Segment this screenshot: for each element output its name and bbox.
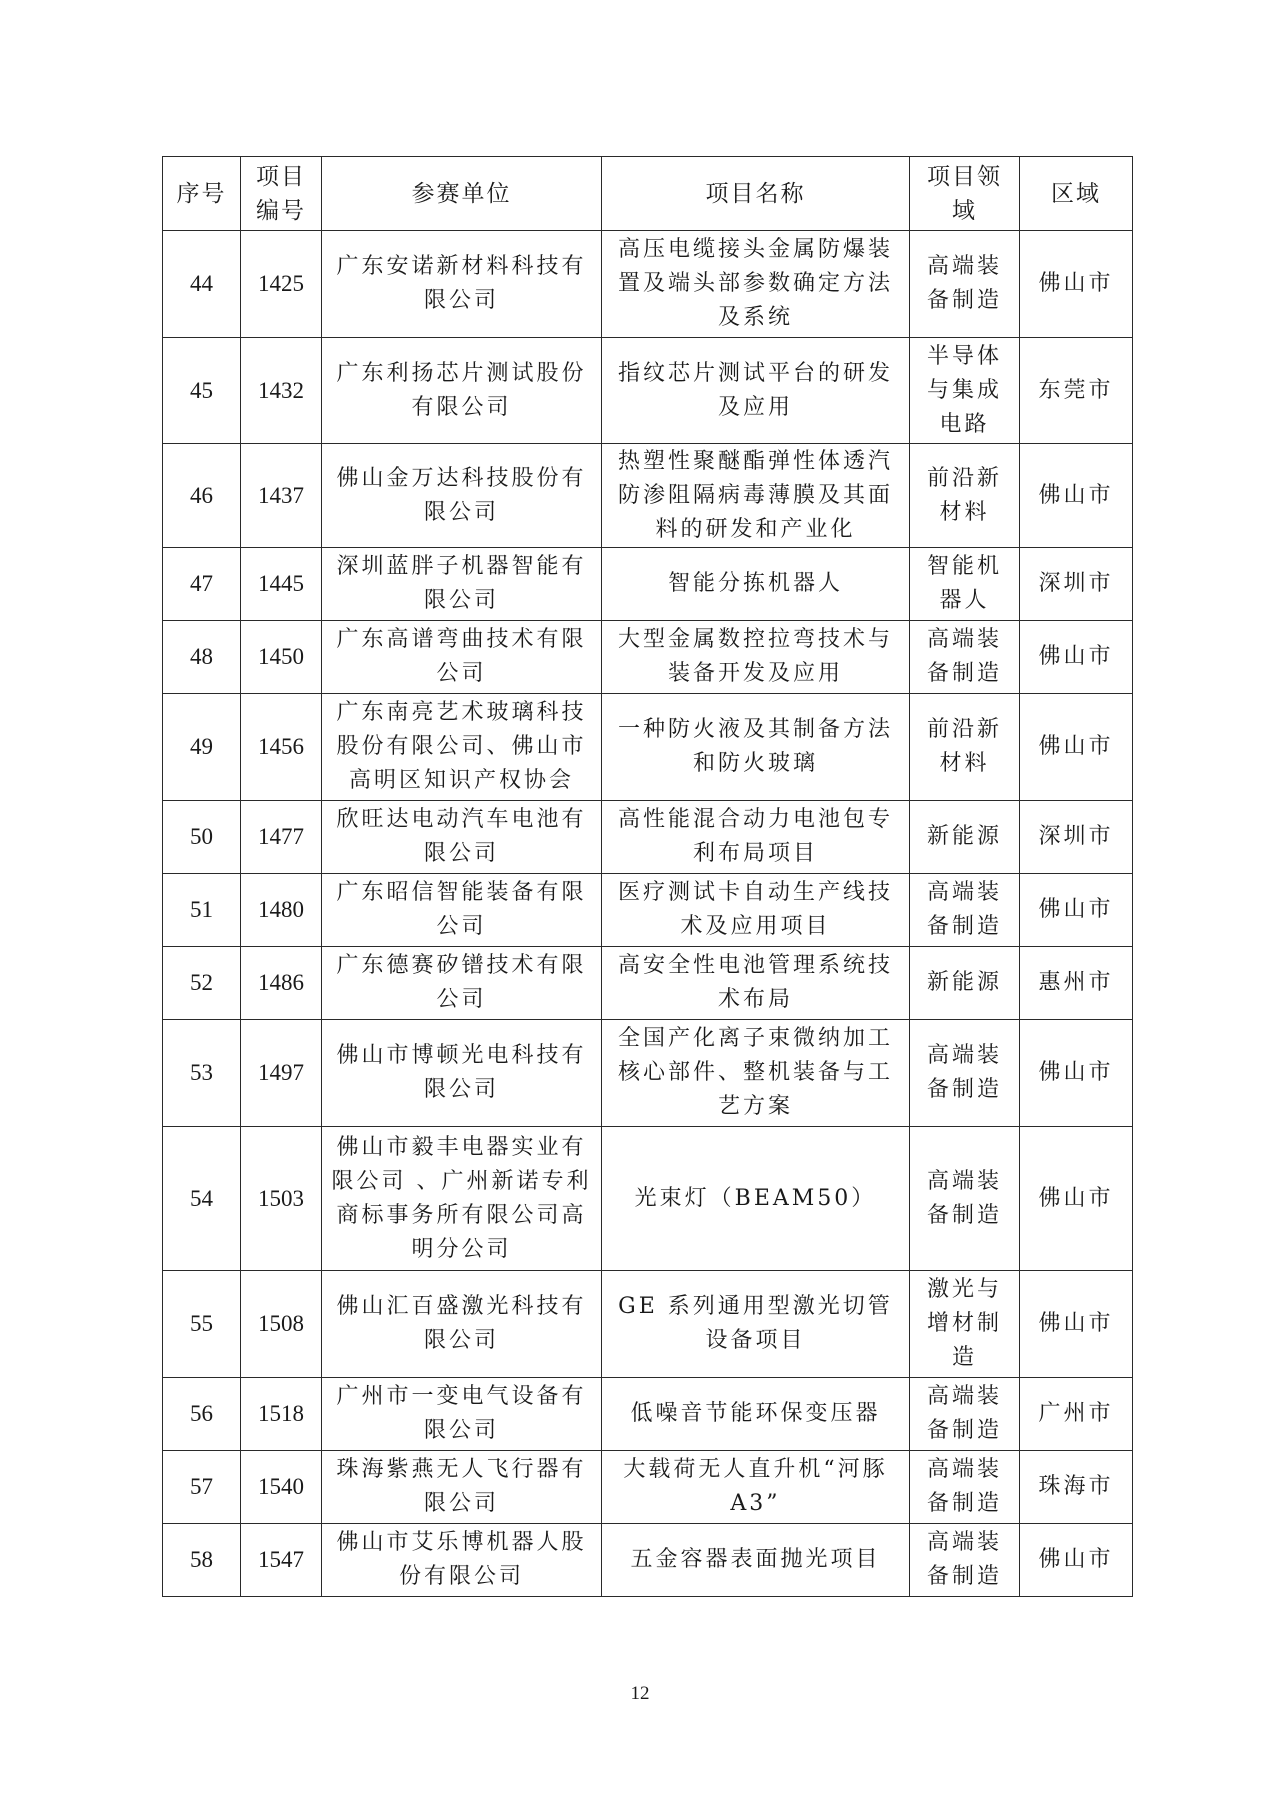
cell-field: 前沿新材料 <box>910 694 1020 801</box>
cell-unit: 广东德赛矽镨技术有限公司 <box>322 947 602 1020</box>
cell-name: 医疗测试卡自动生产线技术及应用项目 <box>602 874 910 947</box>
cell-field: 高端装备制造 <box>910 1524 1020 1597</box>
cell-seq: 56 <box>163 1378 241 1451</box>
cell-code: 1508 <box>241 1271 322 1378</box>
cell-seq: 57 <box>163 1451 241 1524</box>
table-row <box>163 1524 1133 1597</box>
table-row <box>163 1451 1133 1524</box>
cell-code: 1425 <box>241 231 322 338</box>
cell-field: 高端装备制造 <box>910 1378 1020 1451</box>
page-number: 12 <box>630 1683 650 1704</box>
cell-unit: 佛山金万达科技股份有限公司 <box>322 444 602 548</box>
cell-code: 1480 <box>241 874 322 947</box>
cell-name: 大型金属数控拉弯技术与装备开发及应用 <box>602 621 910 694</box>
cell-region: 佛山市 <box>1020 1127 1133 1271</box>
cell-name: 热塑性聚醚酯弹性体透汽防渗阻隔病毒薄膜及其面料的研发和产业化 <box>602 444 910 548</box>
header-seq: 序号 <box>163 157 241 231</box>
cell-region: 惠州市 <box>1020 947 1133 1020</box>
table-row <box>163 444 1133 548</box>
cell-name: GE 系列通用型激光切管设备项目 <box>602 1271 910 1378</box>
cell-name: 一种防火液及其制备方法和防火玻璃 <box>602 694 910 801</box>
header-unit: 参赛单位 <box>322 157 602 231</box>
cell-name: 光束灯（BEAM50） <box>602 1127 910 1271</box>
cell-seq: 52 <box>163 947 241 1020</box>
cell-unit: 广东安诺新材料科技有限公司 <box>322 231 602 338</box>
cell-unit: 欣旺达电动汽车电池有限公司 <box>322 801 602 874</box>
cell-code: 1518 <box>241 1378 322 1451</box>
cell-region: 佛山市 <box>1020 621 1133 694</box>
cell-field: 新能源 <box>910 947 1020 1020</box>
cell-seq: 46 <box>163 444 241 548</box>
cell-code: 1486 <box>241 947 322 1020</box>
cell-field: 高端装备制造 <box>910 1020 1020 1127</box>
cell-field: 半导体与集成电路 <box>910 338 1020 444</box>
cell-seq: 48 <box>163 621 241 694</box>
cell-name: 全国产化离子束微纳加工核心部件、整机装备与工艺方案 <box>602 1020 910 1127</box>
table-row <box>163 338 1133 444</box>
cell-field: 高端装备制造 <box>910 1127 1020 1271</box>
cell-code: 1477 <box>241 801 322 874</box>
cell-code: 1432 <box>241 338 322 444</box>
cell-unit: 深圳蓝胖子机器智能有限公司 <box>322 548 602 621</box>
cell-code: 1540 <box>241 1451 322 1524</box>
table-row <box>163 621 1133 694</box>
table-row <box>163 947 1133 1020</box>
cell-unit: 广东昭信智能装备有限公司 <box>322 874 602 947</box>
cell-region: 佛山市 <box>1020 1020 1133 1127</box>
cell-code: 1450 <box>241 621 322 694</box>
cell-seq: 44 <box>163 231 241 338</box>
cell-region: 深圳市 <box>1020 548 1133 621</box>
cell-unit: 广东利扬芯片测试股份有限公司 <box>322 338 602 444</box>
cell-field: 激光与增材制造 <box>910 1271 1020 1378</box>
cell-region: 佛山市 <box>1020 231 1133 338</box>
cell-seq: 49 <box>163 694 241 801</box>
cell-field: 高端装备制造 <box>910 621 1020 694</box>
cell-seq: 54 <box>163 1127 241 1271</box>
cell-seq: 50 <box>163 801 241 874</box>
cell-name: 高性能混合动力电池包专利布局项目 <box>602 801 910 874</box>
cell-unit: 广东高谱弯曲技术有限公司 <box>322 621 602 694</box>
table-row <box>163 1271 1133 1378</box>
cell-field: 前沿新材料 <box>910 444 1020 548</box>
header-code: 项目编号 <box>241 157 322 231</box>
table-row <box>163 1378 1133 1451</box>
cell-unit: 佛山市博顿光电科技有限公司 <box>322 1020 602 1127</box>
cell-field: 高端装备制造 <box>910 231 1020 338</box>
cell-unit: 广州市一变电气设备有限公司 <box>322 1378 602 1451</box>
table-row <box>163 231 1133 338</box>
table-row <box>163 1020 1133 1127</box>
cell-seq: 58 <box>163 1524 241 1597</box>
header-row <box>163 157 1133 231</box>
cell-seq: 45 <box>163 338 241 444</box>
cell-seq: 53 <box>163 1020 241 1127</box>
cell-seq: 51 <box>163 874 241 947</box>
table-row <box>163 874 1133 947</box>
cell-region: 广州市 <box>1020 1378 1133 1451</box>
cell-code: 1456 <box>241 694 322 801</box>
cell-unit: 佛山市毅丰电器实业有限公司 、广州新诺专利商标事务所有限公司高明分公司 <box>322 1127 602 1271</box>
table-row <box>163 801 1133 874</box>
cell-region: 佛山市 <box>1020 874 1133 947</box>
cell-code: 1497 <box>241 1020 322 1127</box>
cell-code: 1437 <box>241 444 322 548</box>
cell-field: 智能机器人 <box>910 548 1020 621</box>
cell-name: 智能分拣机器人 <box>602 548 910 621</box>
cell-field: 高端装备制造 <box>910 874 1020 947</box>
cell-unit: 佛山市艾乐博机器人股份有限公司 <box>322 1524 602 1597</box>
cell-name: 高压电缆接头金属防爆装置及端头部参数确定方法及系统 <box>602 231 910 338</box>
cell-field: 高端装备制造 <box>910 1451 1020 1524</box>
cell-region: 佛山市 <box>1020 694 1133 801</box>
table-row <box>163 694 1133 801</box>
header-name: 项目名称 <box>602 157 910 231</box>
cell-name: 高安全性电池管理系统技术布局 <box>602 947 910 1020</box>
cell-code: 1503 <box>241 1127 322 1271</box>
cell-seq: 55 <box>163 1271 241 1378</box>
cell-unit: 广东南亮艺术玻璃科技股份有限公司、佛山市高明区知识产权协会 <box>322 694 602 801</box>
project-table <box>162 156 1133 1597</box>
cell-code: 1547 <box>241 1524 322 1597</box>
cell-region: 佛山市 <box>1020 444 1133 548</box>
cell-region: 珠海市 <box>1020 1451 1133 1524</box>
header-field: 项目领域 <box>910 157 1020 231</box>
cell-region: 佛山市 <box>1020 1271 1133 1378</box>
cell-name: 指纹芯片测试平台的研发及应用 <box>602 338 910 444</box>
header-region: 区域 <box>1020 157 1133 231</box>
cell-unit: 珠海紫燕无人飞行器有限公司 <box>322 1451 602 1524</box>
cell-code: 1445 <box>241 548 322 621</box>
table-row <box>163 548 1133 621</box>
cell-region: 深圳市 <box>1020 801 1133 874</box>
cell-field: 新能源 <box>910 801 1020 874</box>
cell-region: 东莞市 <box>1020 338 1133 444</box>
cell-name: 大载荷无人直升机“河豚A3” <box>602 1451 910 1524</box>
cell-unit: 佛山汇百盛激光科技有限公司 <box>322 1271 602 1378</box>
cell-region: 佛山市 <box>1020 1524 1133 1597</box>
cell-seq: 47 <box>163 548 241 621</box>
cell-name: 五金容器表面抛光项目 <box>602 1524 910 1597</box>
table-row <box>163 1127 1133 1271</box>
cell-name: 低噪音节能环保变压器 <box>602 1378 910 1451</box>
